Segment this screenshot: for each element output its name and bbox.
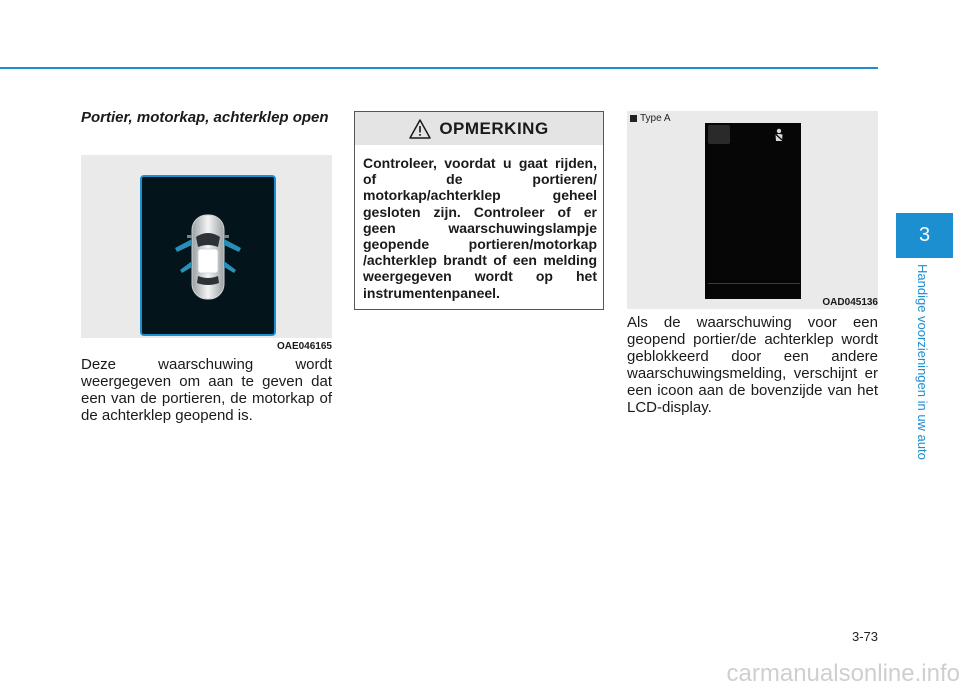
body-paragraph-right: Als de waarschuwing voor een geopend portier/de achterklep wordt geblokkeerd door een andere waarschuwingsmelding, verschijnt er een icoon aan de bovenzijde van het LCD-display. bbox=[627, 314, 878, 416]
square-bullet-icon bbox=[630, 115, 637, 122]
header-rule bbox=[0, 67, 878, 69]
notice-box bbox=[354, 111, 604, 310]
lcd-tile bbox=[708, 125, 730, 144]
car-doors-open-icon bbox=[142, 177, 274, 334]
chapter-label: Handige voorzieningen in uw auto bbox=[915, 264, 930, 460]
type-label-text: Type A bbox=[640, 113, 671, 124]
cluster-display bbox=[140, 175, 276, 336]
body-paragraph: Deze waarschuwing wordt weergegeven om aan te geven dat een van de portieren, de motorkap of de achterklep geopend is. bbox=[81, 356, 332, 424]
figure-code: OAE046165 bbox=[276, 341, 332, 352]
figure-code-right: OAD045136 bbox=[822, 297, 878, 308]
lcd-divider bbox=[708, 283, 800, 284]
notice-title: OPMERKING bbox=[439, 118, 549, 138]
lcd-display bbox=[705, 123, 801, 299]
watermark: carmanualsonline.info bbox=[726, 660, 960, 687]
warning-triangle-icon bbox=[409, 119, 431, 139]
page-number: 3-73 bbox=[851, 629, 878, 644]
notice-header bbox=[355, 112, 603, 145]
figure-door-warning bbox=[81, 155, 332, 338]
chapter-number: 3 bbox=[896, 213, 953, 258]
type-label bbox=[630, 113, 671, 124]
figure-lcd-display bbox=[627, 111, 878, 309]
notice-text: Controleer, voordat u gaat rijden, of de portieren/ motorkap/achterklep geheel gesloten zijn. Controleer of er geen waarschuwingslampje geopende portieren/motorkap /achterklep brandt of een melding weergegeven wordt op het instrumentenpaneel. bbox=[363, 155, 597, 301]
section-title: Portier, motorkap, achterklep open bbox=[81, 109, 329, 126]
seatbelt-warning-icon bbox=[773, 128, 785, 142]
